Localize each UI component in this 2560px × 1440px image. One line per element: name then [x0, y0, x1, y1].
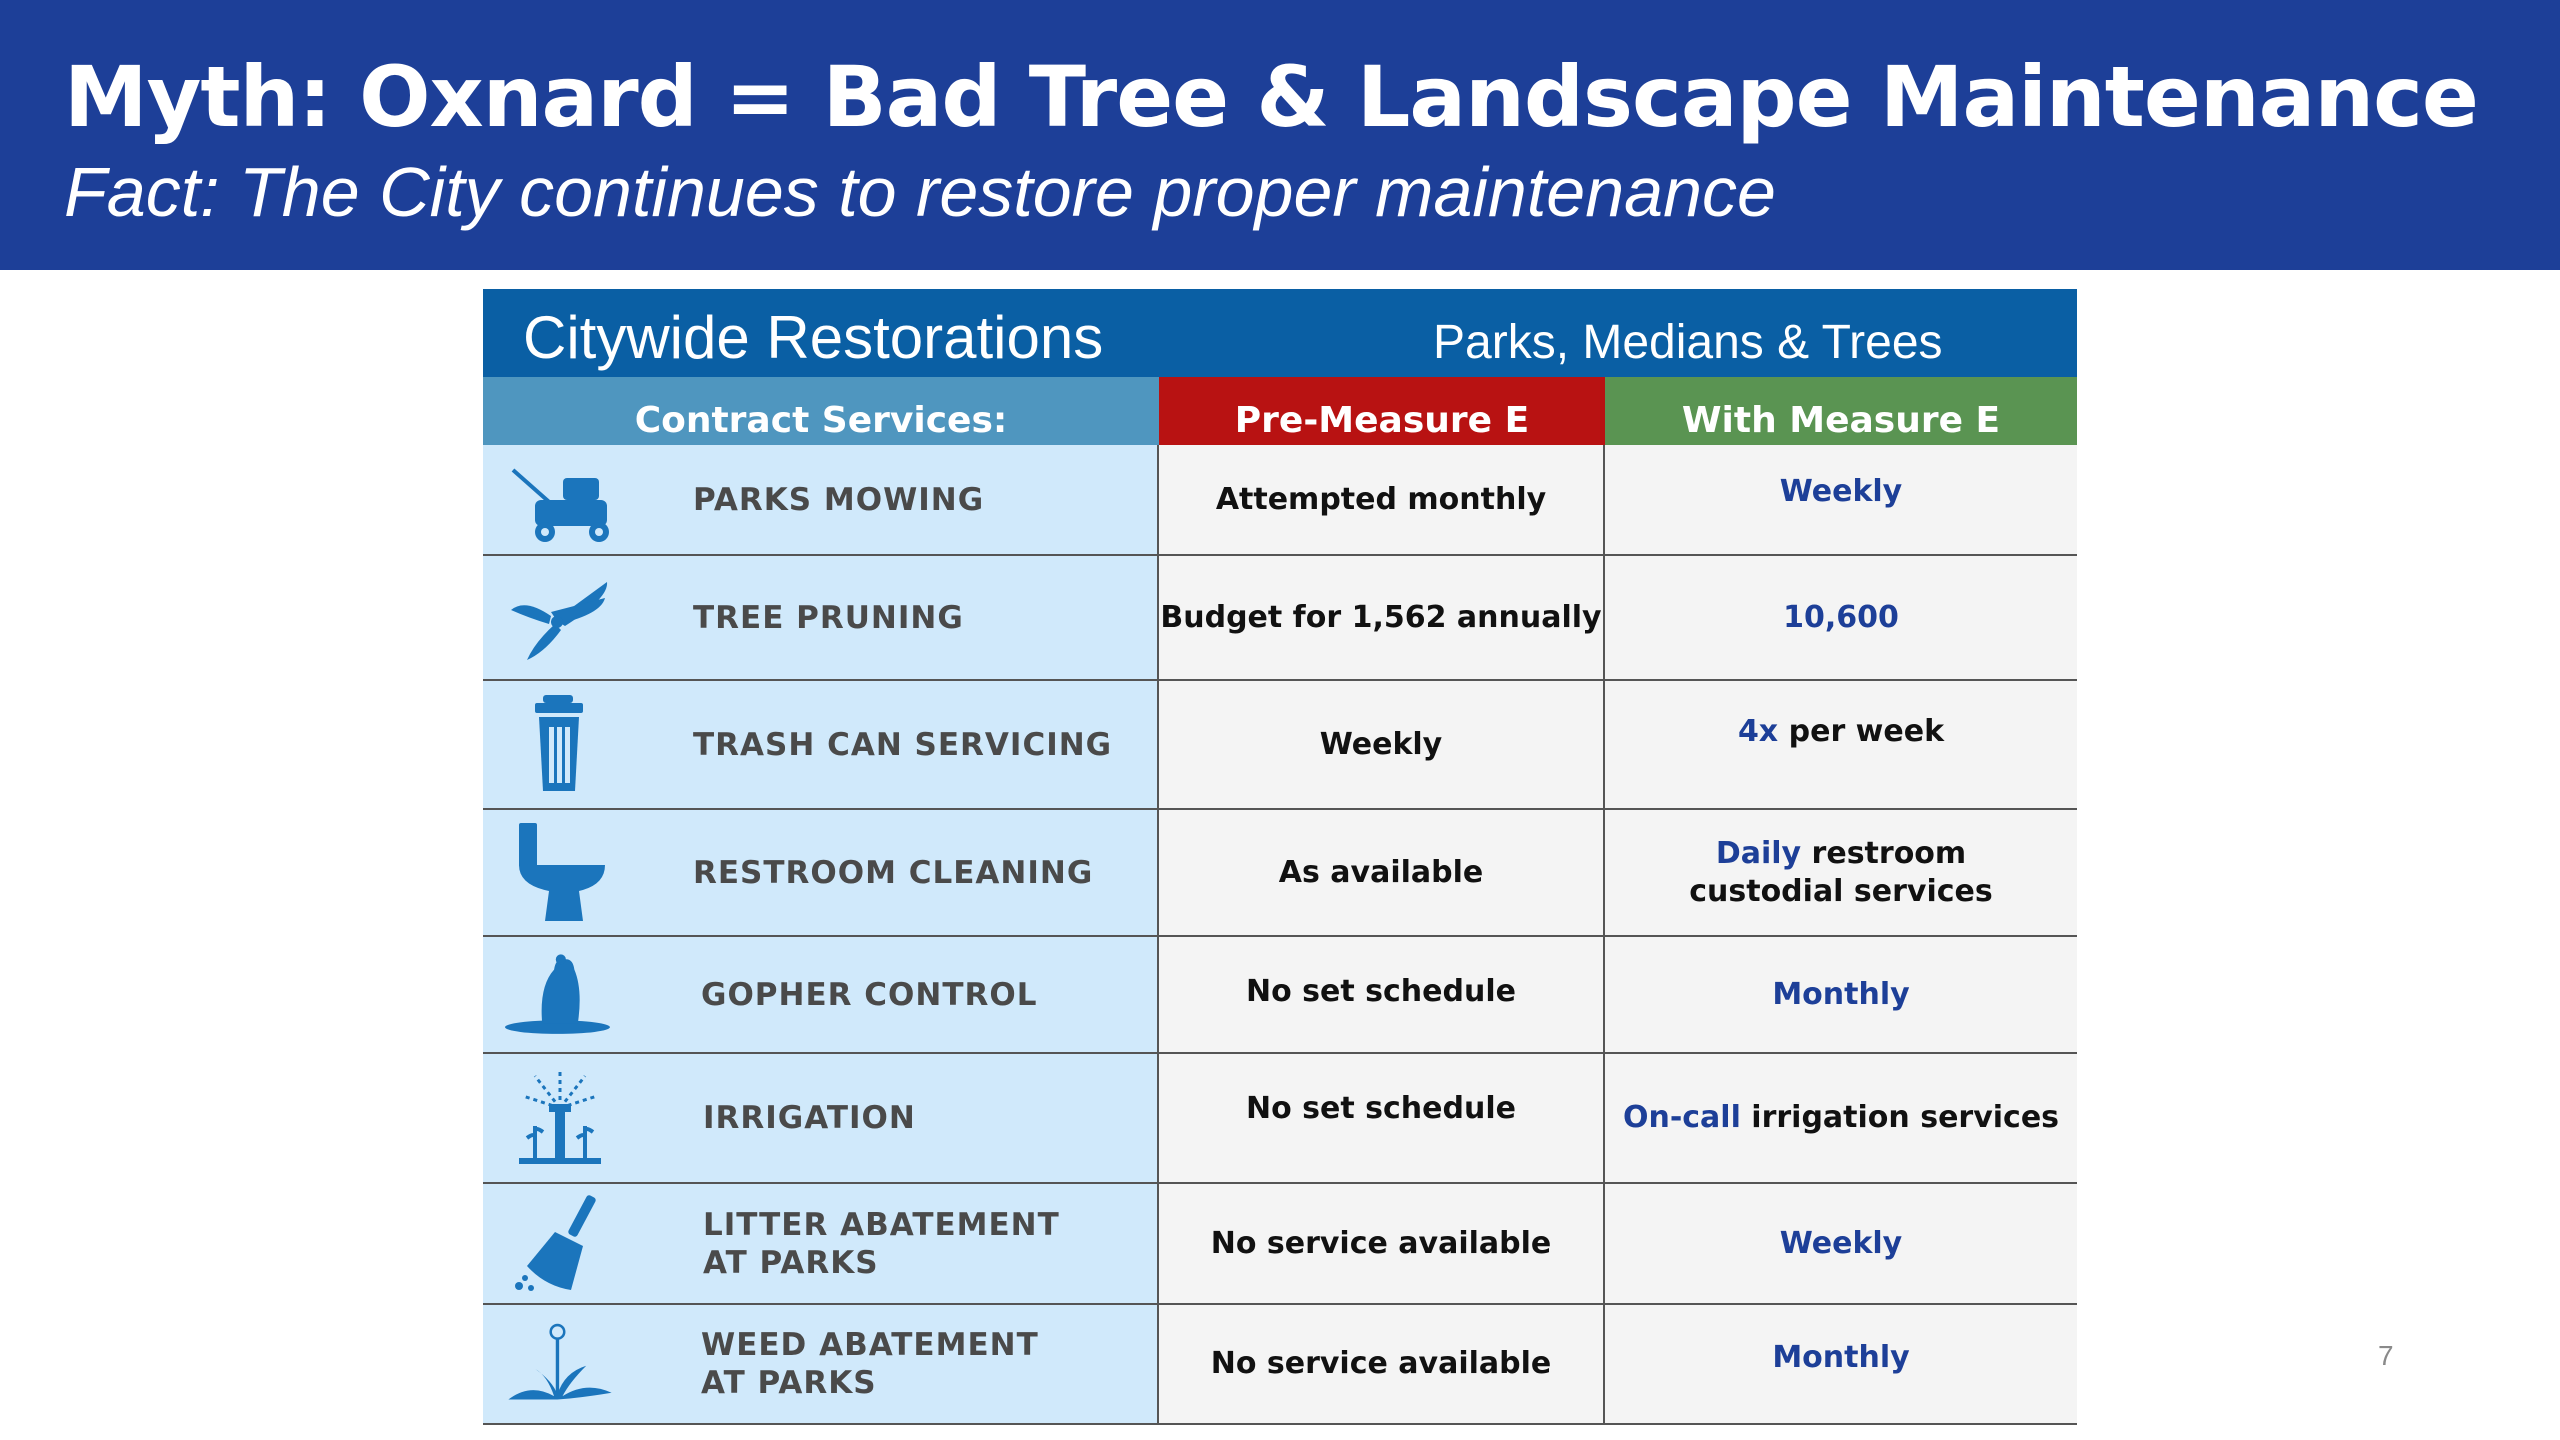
- table-banner: [483, 289, 2077, 377]
- service-label: PARKS MOWING: [693, 481, 985, 518]
- service-label: RESTROOM CLEANING: [693, 854, 1094, 891]
- pre-measure-value: No service available: [1159, 1305, 1605, 1423]
- pre-measure-value: Weekly: [1159, 681, 1605, 808]
- table-row: [483, 445, 2077, 556]
- pre-measure-value: As available: [1159, 810, 1605, 935]
- service-label: LITTER ABATEMENT AT PARKS: [703, 1206, 1060, 1281]
- trash-can-icon: [505, 695, 615, 795]
- table-row: [483, 556, 2077, 681]
- pre-measure-value: No set schedule: [1159, 937, 1605, 1052]
- pre-measure-value: Budget for 1,562 annually: [1159, 556, 1605, 679]
- service-label: GOPHER CONTROL: [701, 976, 1038, 1013]
- pre-measure-value: No set schedule: [1159, 1054, 1605, 1182]
- pre-measure-value: Attempted monthly: [1159, 445, 1605, 554]
- table-subtitle: Parks, Medians & Trees: [1433, 316, 1943, 369]
- header-contract-services: Contract Services:: [483, 377, 1159, 445]
- service-label: TREE PRUNING: [693, 599, 964, 636]
- table-row: [483, 810, 2077, 937]
- toilet-icon: [505, 823, 615, 923]
- page-number: 7: [2378, 1340, 2394, 1371]
- table-row: [483, 937, 2077, 1054]
- table-row: [483, 681, 2077, 810]
- with-measure-value: Monthly: [1605, 937, 2077, 1052]
- service-label: TRASH CAN SERVICING: [693, 726, 1113, 763]
- dandelion-icon: [505, 1314, 615, 1414]
- table-row: [483, 1054, 2077, 1184]
- header-with-measure-e: With Measure E: [1605, 377, 2077, 445]
- title-banner: [0, 0, 2560, 270]
- table-row: [483, 1305, 2077, 1425]
- slide-subtitle: Fact: The City continues to restore proper maintenance: [64, 153, 1776, 231]
- lawn-mower-icon: [505, 450, 615, 550]
- with-measure-value: Weekly: [1605, 1184, 2077, 1303]
- service-label: IRRIGATION: [703, 1100, 916, 1136]
- header-pre-measure-e: Pre-Measure E: [1159, 377, 1605, 445]
- with-measure-value: 4x per week: [1605, 681, 2077, 808]
- with-measure-value: On-call irrigation services: [1605, 1054, 2077, 1182]
- table-header-row: [483, 377, 2077, 445]
- with-measure-value: 10,600: [1605, 556, 2077, 679]
- service-label: WEED ABATEMENT AT PARKS: [701, 1327, 1039, 1401]
- with-measure-value: Weekly: [1605, 445, 2077, 554]
- table-title: Citywide Restorations: [523, 304, 1104, 371]
- gopher-icon: [505, 945, 615, 1045]
- table-row: [483, 1184, 2077, 1305]
- slide-title: Myth: Oxnard = Bad Tree & Landscape Maintenance: [64, 48, 2478, 146]
- sprinkler-icon: [505, 1068, 615, 1168]
- with-measure-value: Daily restroom custodial services: [1605, 810, 2077, 935]
- pruning-shears-icon: [505, 568, 615, 668]
- broom-icon: [505, 1194, 615, 1294]
- pre-measure-value: No service available: [1159, 1184, 1605, 1303]
- with-measure-value: Monthly: [1605, 1305, 2077, 1423]
- services-table: [483, 289, 2077, 1425]
